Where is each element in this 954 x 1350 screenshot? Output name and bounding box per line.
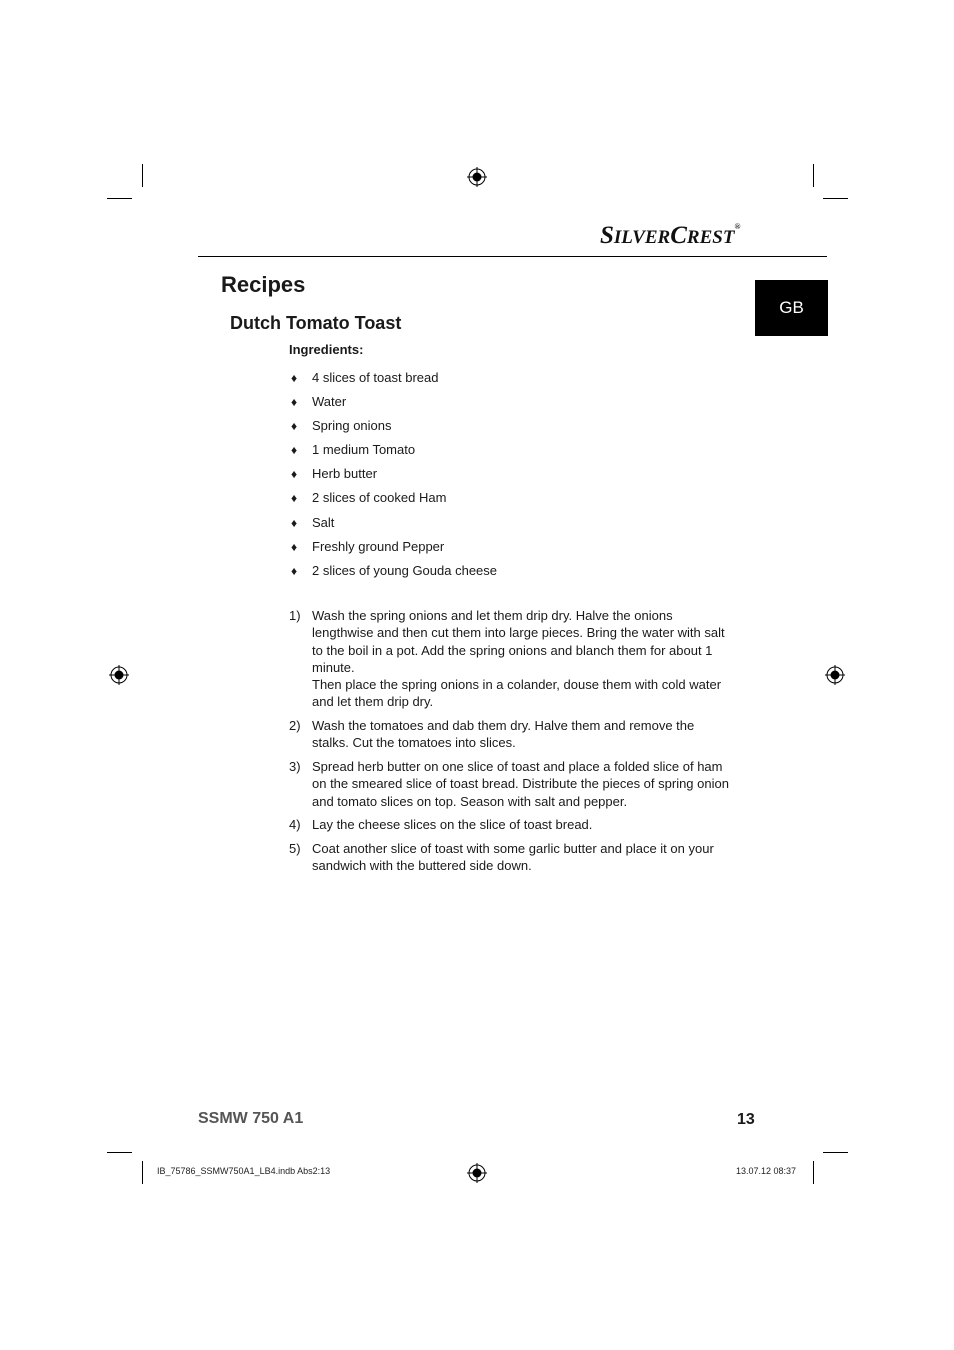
diamond-bullet-icon: ♦	[291, 395, 298, 410]
list-item: ♦ 4 slices of toast bread	[291, 366, 497, 390]
page-number: 13	[737, 1111, 755, 1128]
crop-mark	[813, 164, 814, 187]
instruction-step: 1) Wash the spring onions and let them drip dry. Halve the onions lengthwise and then cut them into large pieces. Bring the water with salt to the boil in a pot. Add the spring onions and blanch them for about 1 minute. Then place the spring onions in a colander, douse them with cold water and let them drip dry.	[289, 608, 725, 710]
crop-mark	[107, 198, 132, 199]
instruction-step: 4) Lay the cheese slices on the slice of toast bread.	[289, 817, 593, 833]
diamond-bullet-icon: ♦	[291, 371, 298, 385]
list-item: ♦ Spring onions	[291, 414, 497, 438]
registration-mark-icon	[109, 665, 129, 685]
instructions-list	[289, 607, 729, 881]
instruction-step: 3) Spread herb butter on one slice of toast and place a folded slice of ham on the smeared slice of toast bread. Distribute the pieces of spring onion and tomato slices on top. Season with salt and pepper.	[289, 758, 729, 809]
list-item: ♦ Water	[291, 390, 497, 414]
diamond-bullet-icon: ♦	[291, 491, 298, 506]
diamond-bullet-icon: ♦	[291, 563, 298, 578]
silvercrest-logo: SILVERCREST®	[600, 222, 741, 249]
diamond-bullet-icon: ♦	[291, 443, 298, 458]
list-item: ♦ Salt	[291, 511, 497, 535]
crop-mark	[823, 1152, 848, 1153]
list-item: ♦ 2 slices of cooked Ham	[291, 486, 497, 510]
crop-mark	[813, 1161, 814, 1184]
instruction-step: 2) Wash the tomatoes and dab them dry. Halve them and remove the stalks. Cut the tomatoes into slices.	[289, 718, 695, 751]
crop-mark	[107, 1152, 132, 1153]
diamond-bullet-icon: ♦	[291, 539, 298, 554]
registration-mark-icon	[467, 1163, 487, 1183]
header-rule	[198, 256, 827, 257]
print-slug-date: 13.07.12 08:37	[736, 1166, 797, 1176]
registration-mark-icon	[467, 167, 487, 187]
crop-mark	[142, 1161, 143, 1184]
model-number: SSMW 750 A1	[198, 1110, 304, 1127]
diamond-bullet-icon: ♦	[291, 419, 298, 434]
list-item: ♦ Freshly ground Pepper	[291, 535, 497, 559]
crop-mark	[142, 164, 143, 187]
ingredients-list	[291, 366, 497, 583]
print-slug-file: IB_75786_SSMW750A1_LB4.indb Abs2:13	[157, 1166, 331, 1176]
list-item: ♦ 1 medium Tomato	[291, 438, 497, 462]
registration-mark-icon	[825, 665, 845, 685]
diamond-bullet-icon: ♦	[291, 515, 298, 530]
list-item: ♦ Herb butter	[291, 462, 497, 486]
recipe-title: Dutch Tomato Toast	[230, 313, 402, 333]
crop-mark	[823, 198, 848, 199]
diamond-bullet-icon: ♦	[291, 467, 298, 482]
instruction-step: 5) Coat another slice of toast with some garlic butter and place it on your sandwich with the buttered side down.	[289, 840, 714, 874]
list-item: ♦ 2 slices of young Gouda cheese	[291, 559, 497, 583]
page-title: Recipes	[221, 272, 306, 297]
ingredients-label: Ingredients:	[289, 342, 364, 357]
language-tab: GB	[755, 280, 828, 336]
